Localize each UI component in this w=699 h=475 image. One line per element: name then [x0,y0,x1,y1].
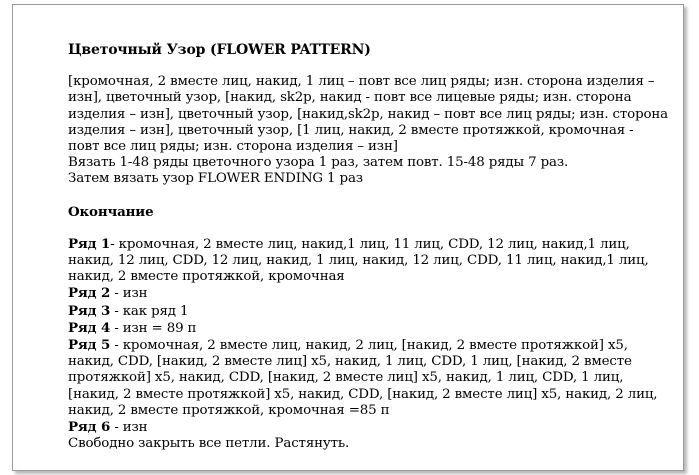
row-3-text: - как ряд 1 [110,303,189,319]
row-6-label: Ряд 6 [68,419,111,436]
instruction-line-2: Затем вязать узор FLOWER ENDING 1 раз [68,171,363,187]
spacer [68,58,668,74]
row-1-text: - кромочная, 2 вместе лиц, накид,1 лиц, 11 лиц, CDD, 12 лиц, накид,1 лиц, накид, 12 лиц, CDD, 12 лиц, накид, 1 лиц, накид, 12 лиц, CDD, 11 лиц, накид,1 лиц, накид, 2 вместе протяжкой, кромочная [68,236,649,285]
closing-line: Свободно закрыть все петли. Растянуть. [68,436,350,452]
row-4-text: - изн = 89 п [110,320,197,336]
row-3-label: Ряд 3 [68,302,111,319]
row-2-label: Ряд 2 [68,285,111,302]
row-4 [68,320,668,337]
row-4-label: Ряд 4 [68,319,111,336]
row-3 [68,303,668,320]
document-title: Цветочный Узор (FLOWER PATTERN) [68,42,371,58]
row-6 [68,419,668,436]
row-6-text: - изн [110,420,148,436]
row-5-label: Ряд 5 [68,337,111,354]
spacer [68,188,668,204]
row-5 [68,337,668,419]
row-1 [68,236,668,286]
row-5-text: - кромочная, 2 вместе лиц, накид, 2 лиц, [накид, 2 вместе протяжкой] х5, накид, CDD, [накид, 2 вместе лиц] х5, накид, 1 лиц, CDD, 1 лиц, [накид, 2 вместе протяжкой] х5, накид, CDD, [накид, 2 вместе лиц] х5, накид, 1 лиц, CDD, 1 лиц, [накид, 2 вместе протяжкой] х5, накид, CDD, [накид, 2 вместе лиц] х5, накид, 2 лиц, накид, 2 вместе протяжкой, кромочная =85 п [68,338,658,418]
ending-section-title: Окончание [68,203,154,220]
row-2-text: - изн [110,286,148,302]
instruction-line-1: Вязать 1-48 ряды цветочного узора 1 раз, затем повт. 15-48 ряды 7 раз. [68,155,569,171]
intro-paragraph: [кромочная, 2 вместе лиц, накид, 1 лиц – повт все лиц ряды; изн. сторона изделия – изн], цветочный узор, [накид, sk2p, накид - повт все лицевые ряды; изн. сторона изделия – изн], цветочный узор, [накид,sk2p, накид – повт все лиц ряды; изн. сторона изделия – изн], цветочный узор, [1 лиц, накид, 2 вместе протяжкой, кромочная - повт все лиц ряды; изн. сторона изделия – изн] [68,74,669,155]
row-1-label: Ряд 1 [68,235,111,252]
document-content [68,42,668,452]
row-2 [68,285,668,302]
spacer [68,220,668,236]
